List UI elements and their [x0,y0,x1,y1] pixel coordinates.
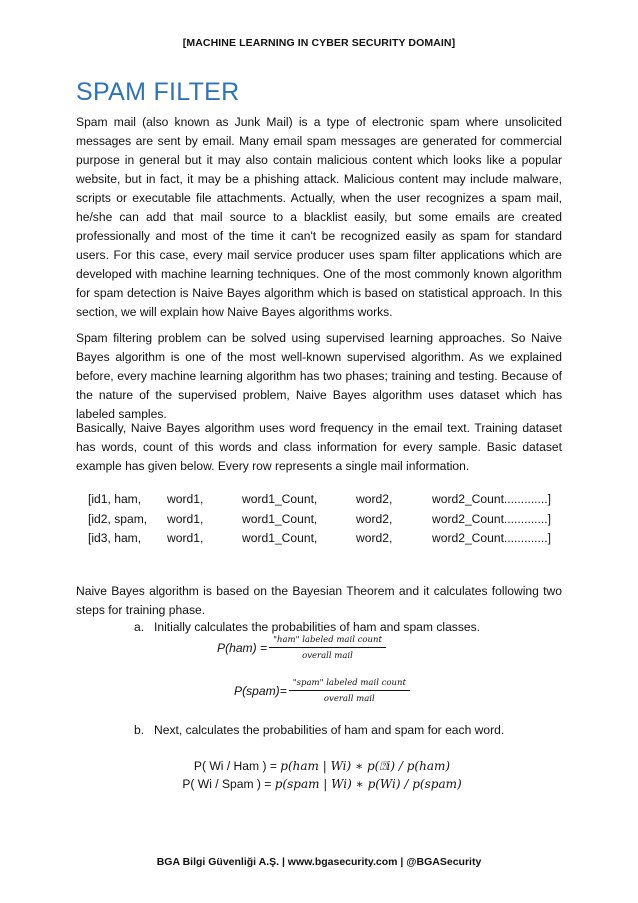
dataset-cell: [id2, spam, [88,511,148,526]
equation-wi-ham [3,759,638,774]
step-a [134,620,480,634]
equation-wi-spam [3,777,638,791]
dataset-cell: word2, [356,511,393,526]
formula-p-spam [234,678,410,704]
equation-lhs: P( Wi / Ham ) = [193,759,281,773]
paragraph-bayes: Naive Bayes algorithm is based on the Bayesian Theorem and it calculates following two steps for training phase. [76,584,562,617]
dataset-cell: word2, [356,531,393,545]
page-footer: BGA Bilgi Güvenliği A.Ş. | www.bgasecurity.com | @BGASecurity [156,856,482,868]
fraction-numerator: "spam" labeled mail count [289,678,410,691]
formula-p-ham [217,635,386,661]
paragraph-supervised: Spam filtering problem can be solved using supervised learning approaches. So Naive Bayes algorithm is one of the most well-known supervised algorithm. As we explained before, every machine learning algorithm has two phases; training and testing. Because of the nature of the supervised problem, Naive Bayes algorithm uses dataset which has labeled samples. [76,331,562,421]
fraction-numerator: "ham" labeled mail count [269,635,386,648]
page-header: [MACHINE LEARNING IN CYBER SECURITY DOMAIN] [182,37,456,49]
paragraph-word-frequency: Basically, Naive Bayes algorithm uses word frequency in the email text. Training dataset has words, count of this words and class information for every sample. Basic dataset example has given below. Every row represents a single mail information. [76,421,562,473]
equation-rhs: p(ham | Wi) ∗ p(⍰i) / p(ham) [280,759,451,773]
dataset-cell: word1_Count, [242,492,318,506]
step-text: Initially calculates the probabilities of ham and spam classes. [154,620,481,634]
dataset-cell: word1_Count, [242,511,318,526]
dataset-cell: word1, [167,531,204,545]
equation-lhs: P( Wi / Spam ) = [182,777,275,791]
dataset-cell: [id1, ham, [88,492,142,506]
formula-lhs: P(ham) = [217,641,268,655]
fraction-denominator: overall mail [323,694,375,704]
dataset-cell: word1, [167,492,204,506]
dataset-cell: word2, [356,492,393,506]
dataset-cell: word1, [167,511,204,526]
step-letter: a. [134,620,145,634]
equation-rhs: p(spam | Wi) ∗ p(Wi) / p(spam) [274,777,462,791]
step-b [134,723,504,737]
step-text: Next, calculates the probabilities of ham and spam for each word. [154,723,505,737]
dataset-cell: word2_Count.............] [432,511,551,526]
formula-lhs: P(spam)= [234,684,287,698]
paragraph-intro: Spam mail (also known as Junk Mail) is a type of electronic spam where unsolicited messages are sent by email. Many email spam messages are generated for commercial purpose in general but it may also contain malicious content which looks like a popular website, but in fact, it may be a phishing attack. Malicious content may include malware, scripts or executable file attachments. Actually, when the user recognizes a spam mail, he/she can add that mail source to a blacklist easily, but some emails are created professionally and most of the time it can't be recognized easily as spam for standard users. For this case, every mail service producer uses spam filter applications which are developed with machine learning techniques. One of the most commonly known algorithm for spam detection is Naive Bayes algorithm which is based on statistical approach. In this section, we will explain how Naive Bayes algorithms works. [76,115,562,319]
dataset-cell: word2_Count.............] [432,531,551,545]
fraction-denominator: overall mail [302,651,353,661]
dataset-cell: word2_Count.............] [432,492,551,506]
fraction [289,678,410,704]
step-letter: b. [134,723,145,737]
dataset-cell: [id3, ham, [88,531,142,545]
dataset-cell: word1_Count, [242,531,318,545]
fraction [269,635,386,661]
section-title: SPAM FILTER [76,78,240,106]
